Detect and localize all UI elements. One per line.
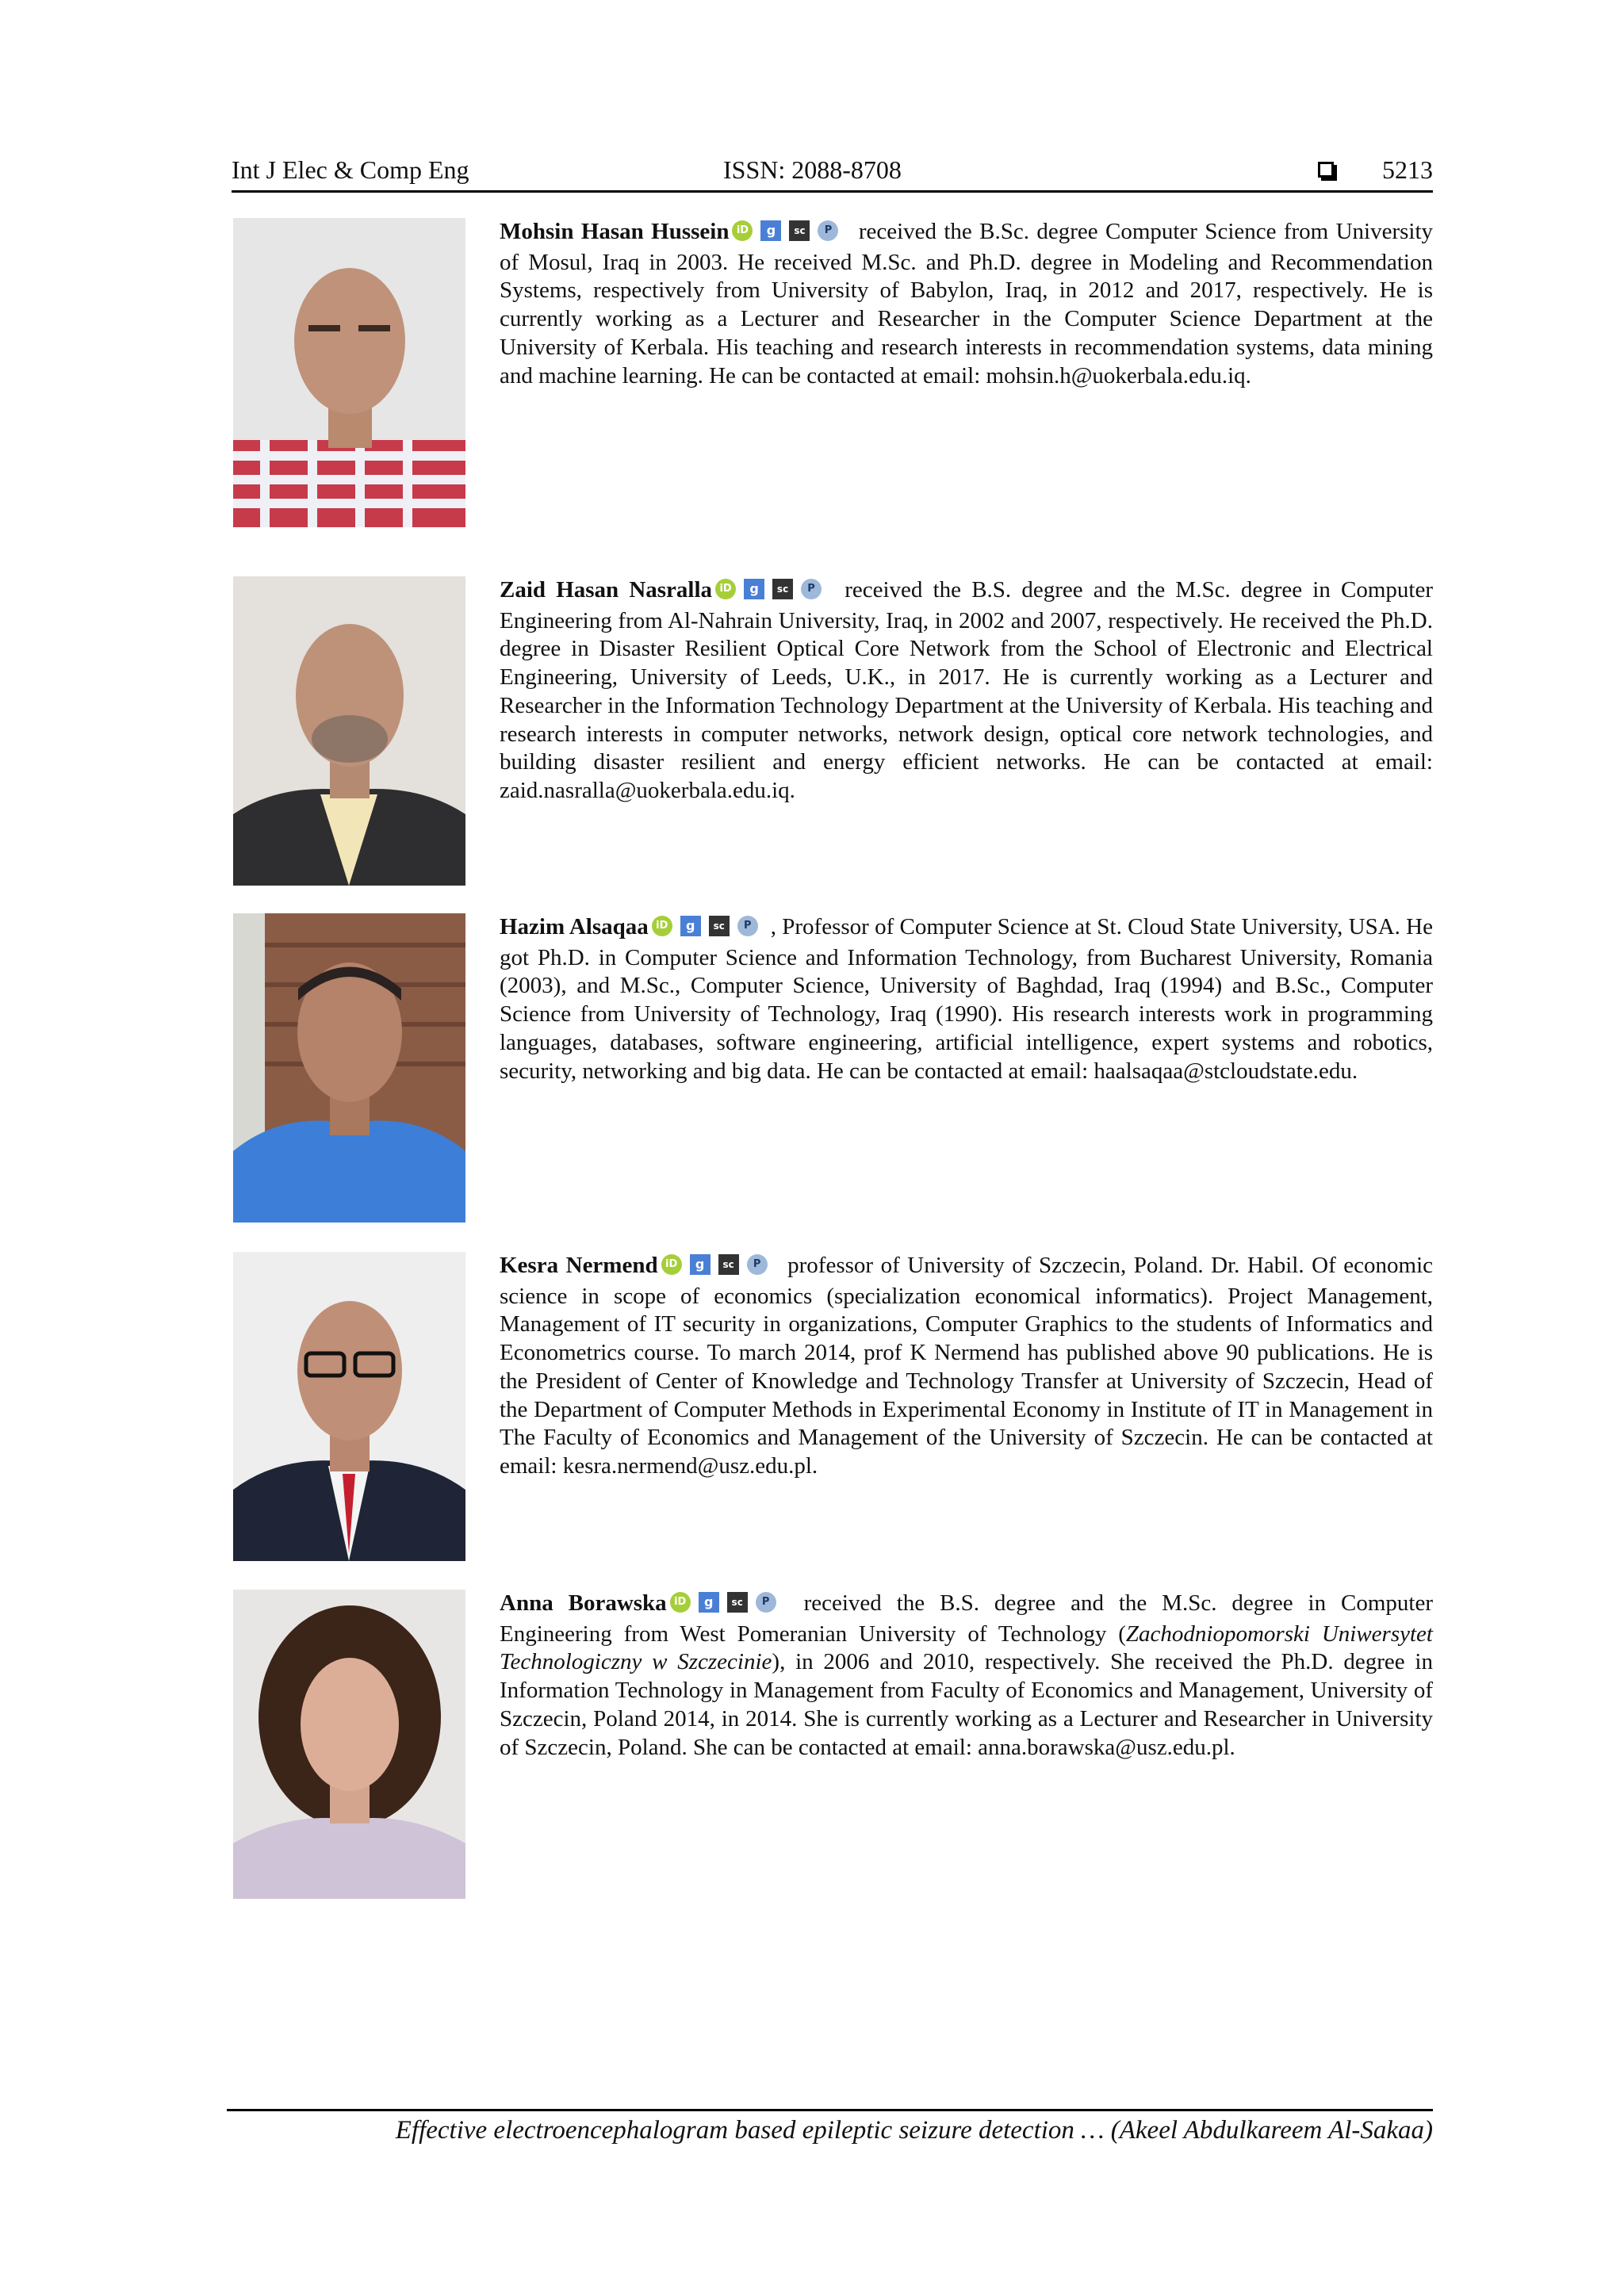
bio-body: received the B.S. degree and the M.Sc. degree in Computer Engineering from West Pomeranian University of Technology ( [500, 1590, 1433, 1647]
publons-icon[interactable]: P [756, 1592, 776, 1613]
bio-text [500, 576, 1433, 806]
google-scholar-icon[interactable]: g [744, 579, 764, 599]
bio-body: professor of University of Szczecin, Poland. Dr. Habil. Of economic science in scope of economics (specialization economical informatics). Project Management, Management of IT security in organizations, Computer Graphics to the students of Informatics and Econometrics course. To march 2014, prof K Nermend has published above 90 publications. He is the President of Center of Knowledge and Technology Transfer at University of Szczecin, Head of the Department of Computer Methods in Experimental Economy in Institute of IT in Management in The Faculty of Economics and Management of the University of Szczecin. He can be contacted at email: kesra.nermend@usz.edu.pl. [500, 1253, 1433, 1479]
running-header [232, 152, 1433, 193]
orcid-icon[interactable]: iD [652, 916, 672, 936]
google-scholar-icon[interactable]: g [760, 220, 781, 241]
issn: ISSN: 2088-8708 [723, 155, 902, 184]
author-photo [233, 913, 465, 1223]
page-number: 5213 [1382, 155, 1433, 184]
bio-body: , Professor of Computer Science at St. Cloud State University, USA. He got Ph.D. in Computer Science and Information Technology, from Bucharest University, Romania (2003), and M.Sc., Computer Science, University of Baghdad, Iraq (1994) and B.Sc., Computer Science from University of Technology, Iraq (1990). His research interests work in programming languages, databases, software engineering, artificial intelligence, expert systems and robotics, security, networking and big data. He can be contacted at email: haalsaqaa@stcloudstate.edu. [500, 914, 1433, 1084]
author-name: Zaid Hasan Nasralla [500, 577, 713, 603]
author-photo [233, 1252, 465, 1561]
publons-icon[interactable]: P [747, 1254, 768, 1275]
bio-italic-text: Zachodniopomorski Uniwersytet Technologiczny w Szczecinie [500, 1621, 1433, 1675]
google-scholar-icon[interactable]: g [680, 916, 701, 936]
orcid-icon[interactable]: iD [732, 220, 753, 241]
bio-text [500, 1590, 1433, 1762]
running-footer: Effective electroencephalogram based epileptic seizure detection … (Akeel Abdulkareem Al-Sakaa) [227, 2109, 1433, 2145]
orcid-icon[interactable]: iD [661, 1254, 682, 1275]
scopus-icon[interactable]: sc [772, 579, 793, 599]
journal-name: Int J Elec & Comp Eng [232, 155, 469, 184]
author-photo [233, 576, 465, 886]
google-scholar-icon[interactable]: g [699, 1592, 719, 1613]
publons-icon[interactable]: P [801, 579, 822, 599]
author-photo [233, 218, 465, 527]
scopus-icon[interactable]: sc [789, 220, 810, 241]
scopus-icon[interactable]: sc [709, 916, 730, 936]
scopus-icon[interactable]: sc [727, 1592, 748, 1613]
square-bullet-icon [1318, 162, 1334, 178]
bio-body-continued: ), in 2006 and 2010, respectively. She received the Ph.D. degree in Information Technology in Management from Faculty of Economics and Management, University of Szczecin, Poland 2014, in 2014. She is currently working as a Lecturer and Researcher in University of Szczecin, Poland. She can be contacted at email: anna.borawska@usz.edu.pl. [500, 1649, 1433, 1760]
scopus-icon[interactable]: sc [718, 1254, 739, 1275]
author-name: Kesra Nermend [500, 1253, 658, 1278]
bio-body: received the B.S. degree and the M.Sc. degree in Computer Engineering from Al-Nahrain University, Iraq, in 2002 and 2007, respectively. He received the Ph.D. degree in Disaster Resilient Optical Core Network from the School of Electronic and Electrical Engineering, University of Leeds, U.K., in 2017. He is currently working as a Lecturer and Researcher in the Information Technology Department at the University of Kerbala. His teaching and research interests in computer networks, network design, optical core network technologies, and building disaster resilient and energy efficient networks. He can be contacted at email: zaid.nasralla@uokerbala.edu.iq. [500, 577, 1434, 803]
bio-text [500, 913, 1433, 1085]
orcid-icon[interactable]: iD [670, 1592, 691, 1613]
author-name: Anna Borawska [500, 1590, 667, 1616]
author-photo [233, 1590, 465, 1899]
bio-text [500, 218, 1433, 390]
author-name: Mohsin Hasan Hussein [500, 219, 730, 244]
bio-body: received the B.Sc. degree Computer Science from University of Mosul, Iraq in 2003. He received M.Sc. and Ph.D. degree in Modeling and Recommendation Systems, respectively from University of Babylon, Iraq, in 2012 and 2017, respectively. He is currently working as a Lecturer and Researcher in the Computer Science Department at the University of Kerbala. His teaching and research interests in recommendation systems, data mining and machine learning. He can be contacted at email: mohsin.h@uokerbala.edu.iq. [500, 219, 1433, 388]
orcid-icon[interactable]: iD [715, 579, 736, 599]
google-scholar-icon[interactable]: g [690, 1254, 710, 1275]
publons-icon[interactable]: P [818, 220, 838, 241]
author-name: Hazim Alsaqaa [500, 914, 649, 939]
publons-icon[interactable]: P [737, 916, 758, 936]
bio-text [500, 1252, 1433, 1481]
